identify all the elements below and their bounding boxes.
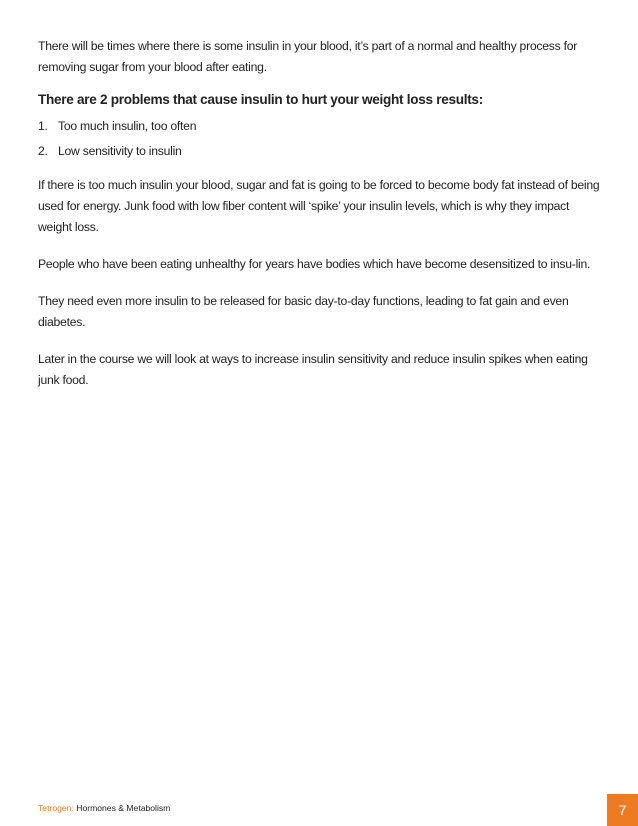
intro-paragraph: There will be times where there is some insulin in your blood, it’s part of a normal and healthy process for removing sugar from your blood after eating. [38, 39, 578, 74]
list-number: 1. [38, 119, 48, 133]
paragraph-desensitized: People who have been eating unhealthy for years have bodies which have become desensitized to insu-lin. [38, 257, 591, 271]
list-item-text: Low sensitivity to insulin [58, 144, 182, 158]
footer-subtitle: Hormones & Metabolism [76, 803, 171, 813]
list-item [38, 141, 603, 162]
list-number: 2. [38, 144, 48, 158]
list-item-text: Too much insulin, too often [58, 119, 197, 133]
footer-brand: Tetrogen: [38, 803, 74, 813]
page-content [38, 36, 603, 391]
paragraph-later-course: Later in the course we will look at ways to increase insulin sensitivity and reduce insulin spikes when eating junk food. [38, 352, 588, 387]
paragraph-too-much-insulin: If there is too much insulin your blood, sugar and fat is going to be forced to become body fat instead of being used for energy. Junk food with low fiber content will ‘spike’ your insulin levels, which is why they impact weight loss. [38, 178, 600, 234]
paragraph-more-insulin: They need even more insulin to be released for basic day-to-day functions, leading to fat gain and even diabetes. [38, 294, 569, 329]
list-item [38, 116, 603, 137]
problems-heading: There are 2 problems that cause insulin to hurt your weight loss results: [38, 92, 483, 107]
page-number-badge: 7 [607, 794, 638, 826]
problems-list [38, 116, 603, 162]
footer-title [38, 802, 170, 814]
